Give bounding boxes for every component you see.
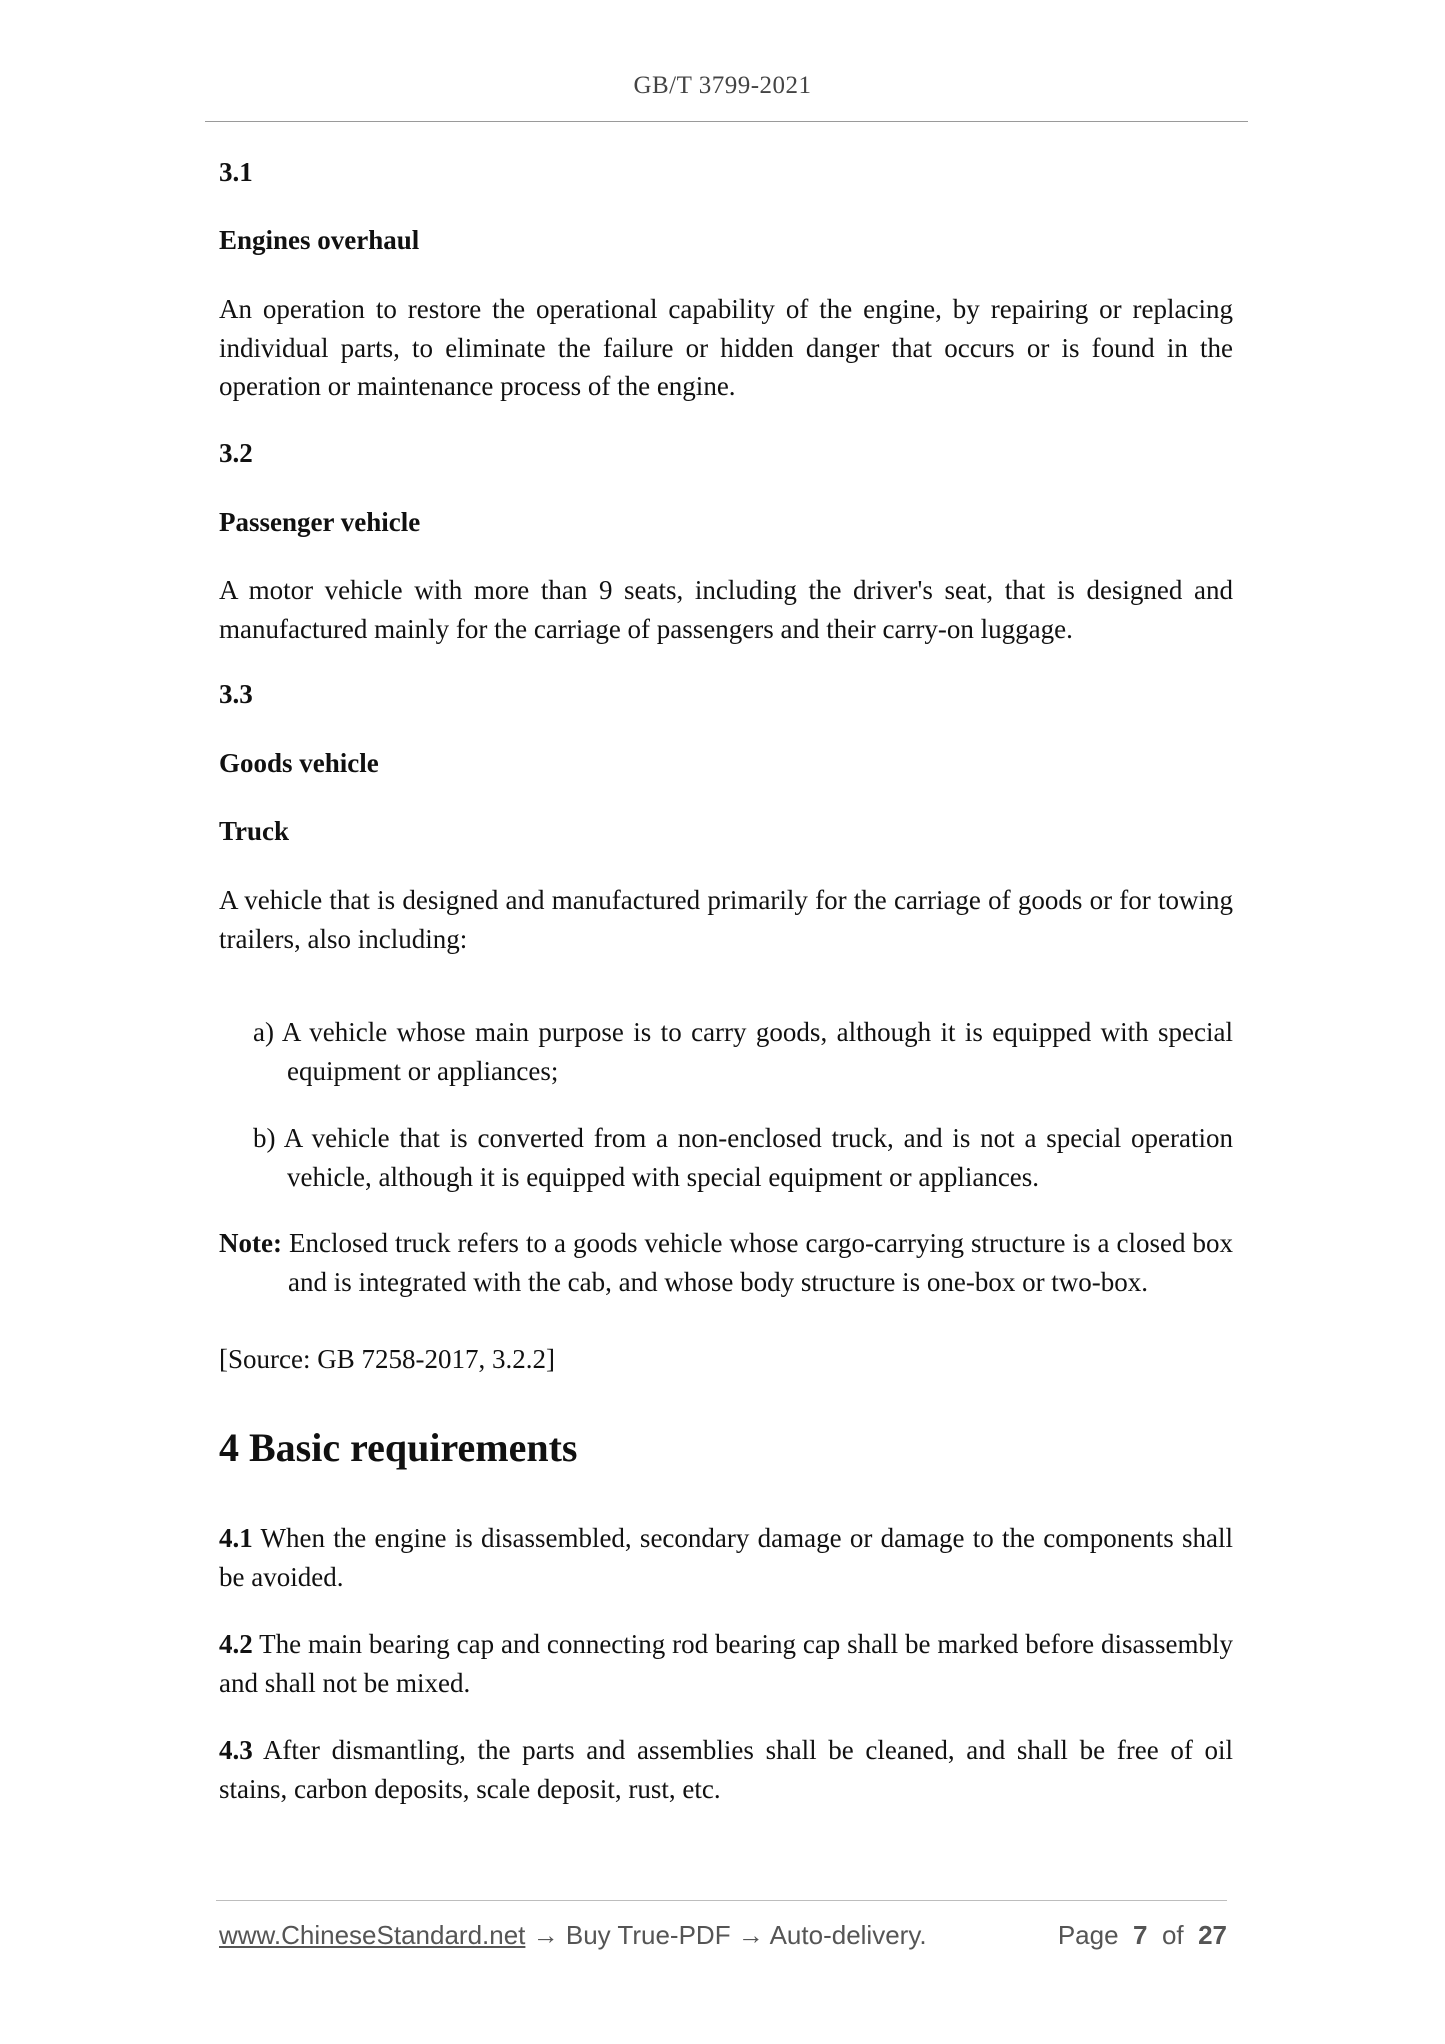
- list-item-b: b) A vehicle that is converted from a non-enclosed truck, and is not a special operation vehicle, although it is equipped with special equipment or appliances.: [253, 1123, 1233, 1192]
- note-text: Enclosed truck refers to a goods vehicle whose cargo-carrying structure is a closed box and is integrated with the cab, and whose body structure is one-box or two-box.: [288, 1228, 1233, 1297]
- clause-4-2-number: 4.2: [219, 1629, 253, 1659]
- definition-3-1: An operation to restore the operational capability of the engine, by repairing or replacing individual parts, to eliminate the failure or hidden danger that occurs or is found in the operation or maintenance process of the engine.: [219, 294, 1233, 401]
- clause-number-3-3: 3.3: [219, 679, 253, 709]
- footer-divider: [216, 1900, 1227, 1901]
- list-item-a: a) A vehicle whose main purpose is to carry goods, although it is equipped with special equipment or appliances;: [253, 1017, 1233, 1086]
- term-passenger-vehicle: Passenger vehicle: [219, 507, 421, 537]
- promo-text: → Buy True-PDF → Auto-delivery.: [532, 1920, 927, 1950]
- definition-3-3: A vehicle that is designed and manufactured primarily for the carriage of goods or for towing trailers, also including:: [219, 885, 1233, 954]
- page-indicator: [1058, 1918, 1227, 1952]
- clause-4-2: [219, 1625, 1233, 1702]
- page-total: 27: [1198, 1920, 1227, 1950]
- clause-4-3-number: 4.3: [219, 1735, 253, 1765]
- site-link[interactable]: www.ChineseStandard.net: [219, 1920, 526, 1950]
- term-engines-overhaul: Engines overhaul: [219, 225, 420, 255]
- header-divider: [205, 121, 1248, 122]
- note-paragraph: [219, 1224, 1233, 1301]
- clause-number-3-2: 3.2: [219, 438, 253, 468]
- note-label: Note:: [219, 1228, 282, 1258]
- clause-4-1: [219, 1519, 1233, 1596]
- section-title-basic-requirements: 4 Basic requirements: [219, 1425, 578, 1470]
- page-label: Page: [1057, 1920, 1119, 1950]
- source-citation: [Source: GB 7258-2017, 3.2.2]: [219, 1344, 555, 1374]
- definition-3-2: A motor vehicle with more than 9 seats, including the driver's seat, that is designed and manufactured mainly for the carriage of passengers and their carry-on luggage.: [219, 575, 1233, 644]
- clause-4-1-number: 4.1: [219, 1523, 253, 1553]
- page-current: 7: [1133, 1920, 1148, 1950]
- clause-4-3: [219, 1731, 1233, 1808]
- clause-4-3-text: After dismantling, the parts and assemblies shall be cleaned, and shall be free of oil stains, carbon deposits, scale deposit, rust, etc.: [219, 1735, 1234, 1804]
- clause-4-2-text: The main bearing cap and connecting rod bearing cap shall be marked before disassembly and shall not be mixed.: [219, 1629, 1234, 1698]
- document-code-header: GB/T 3799-2021: [633, 72, 812, 99]
- clause-number-3-1: 3.1: [219, 157, 253, 187]
- term-truck: Truck: [219, 816, 290, 846]
- clause-4-1-text: When the engine is disassembled, secondary damage or damage to the components shall be avoided.: [219, 1523, 1233, 1592]
- footer-promo: [219, 1918, 927, 1952]
- page-of: of: [1161, 1920, 1184, 1950]
- term-goods-vehicle: Goods vehicle: [219, 748, 379, 778]
